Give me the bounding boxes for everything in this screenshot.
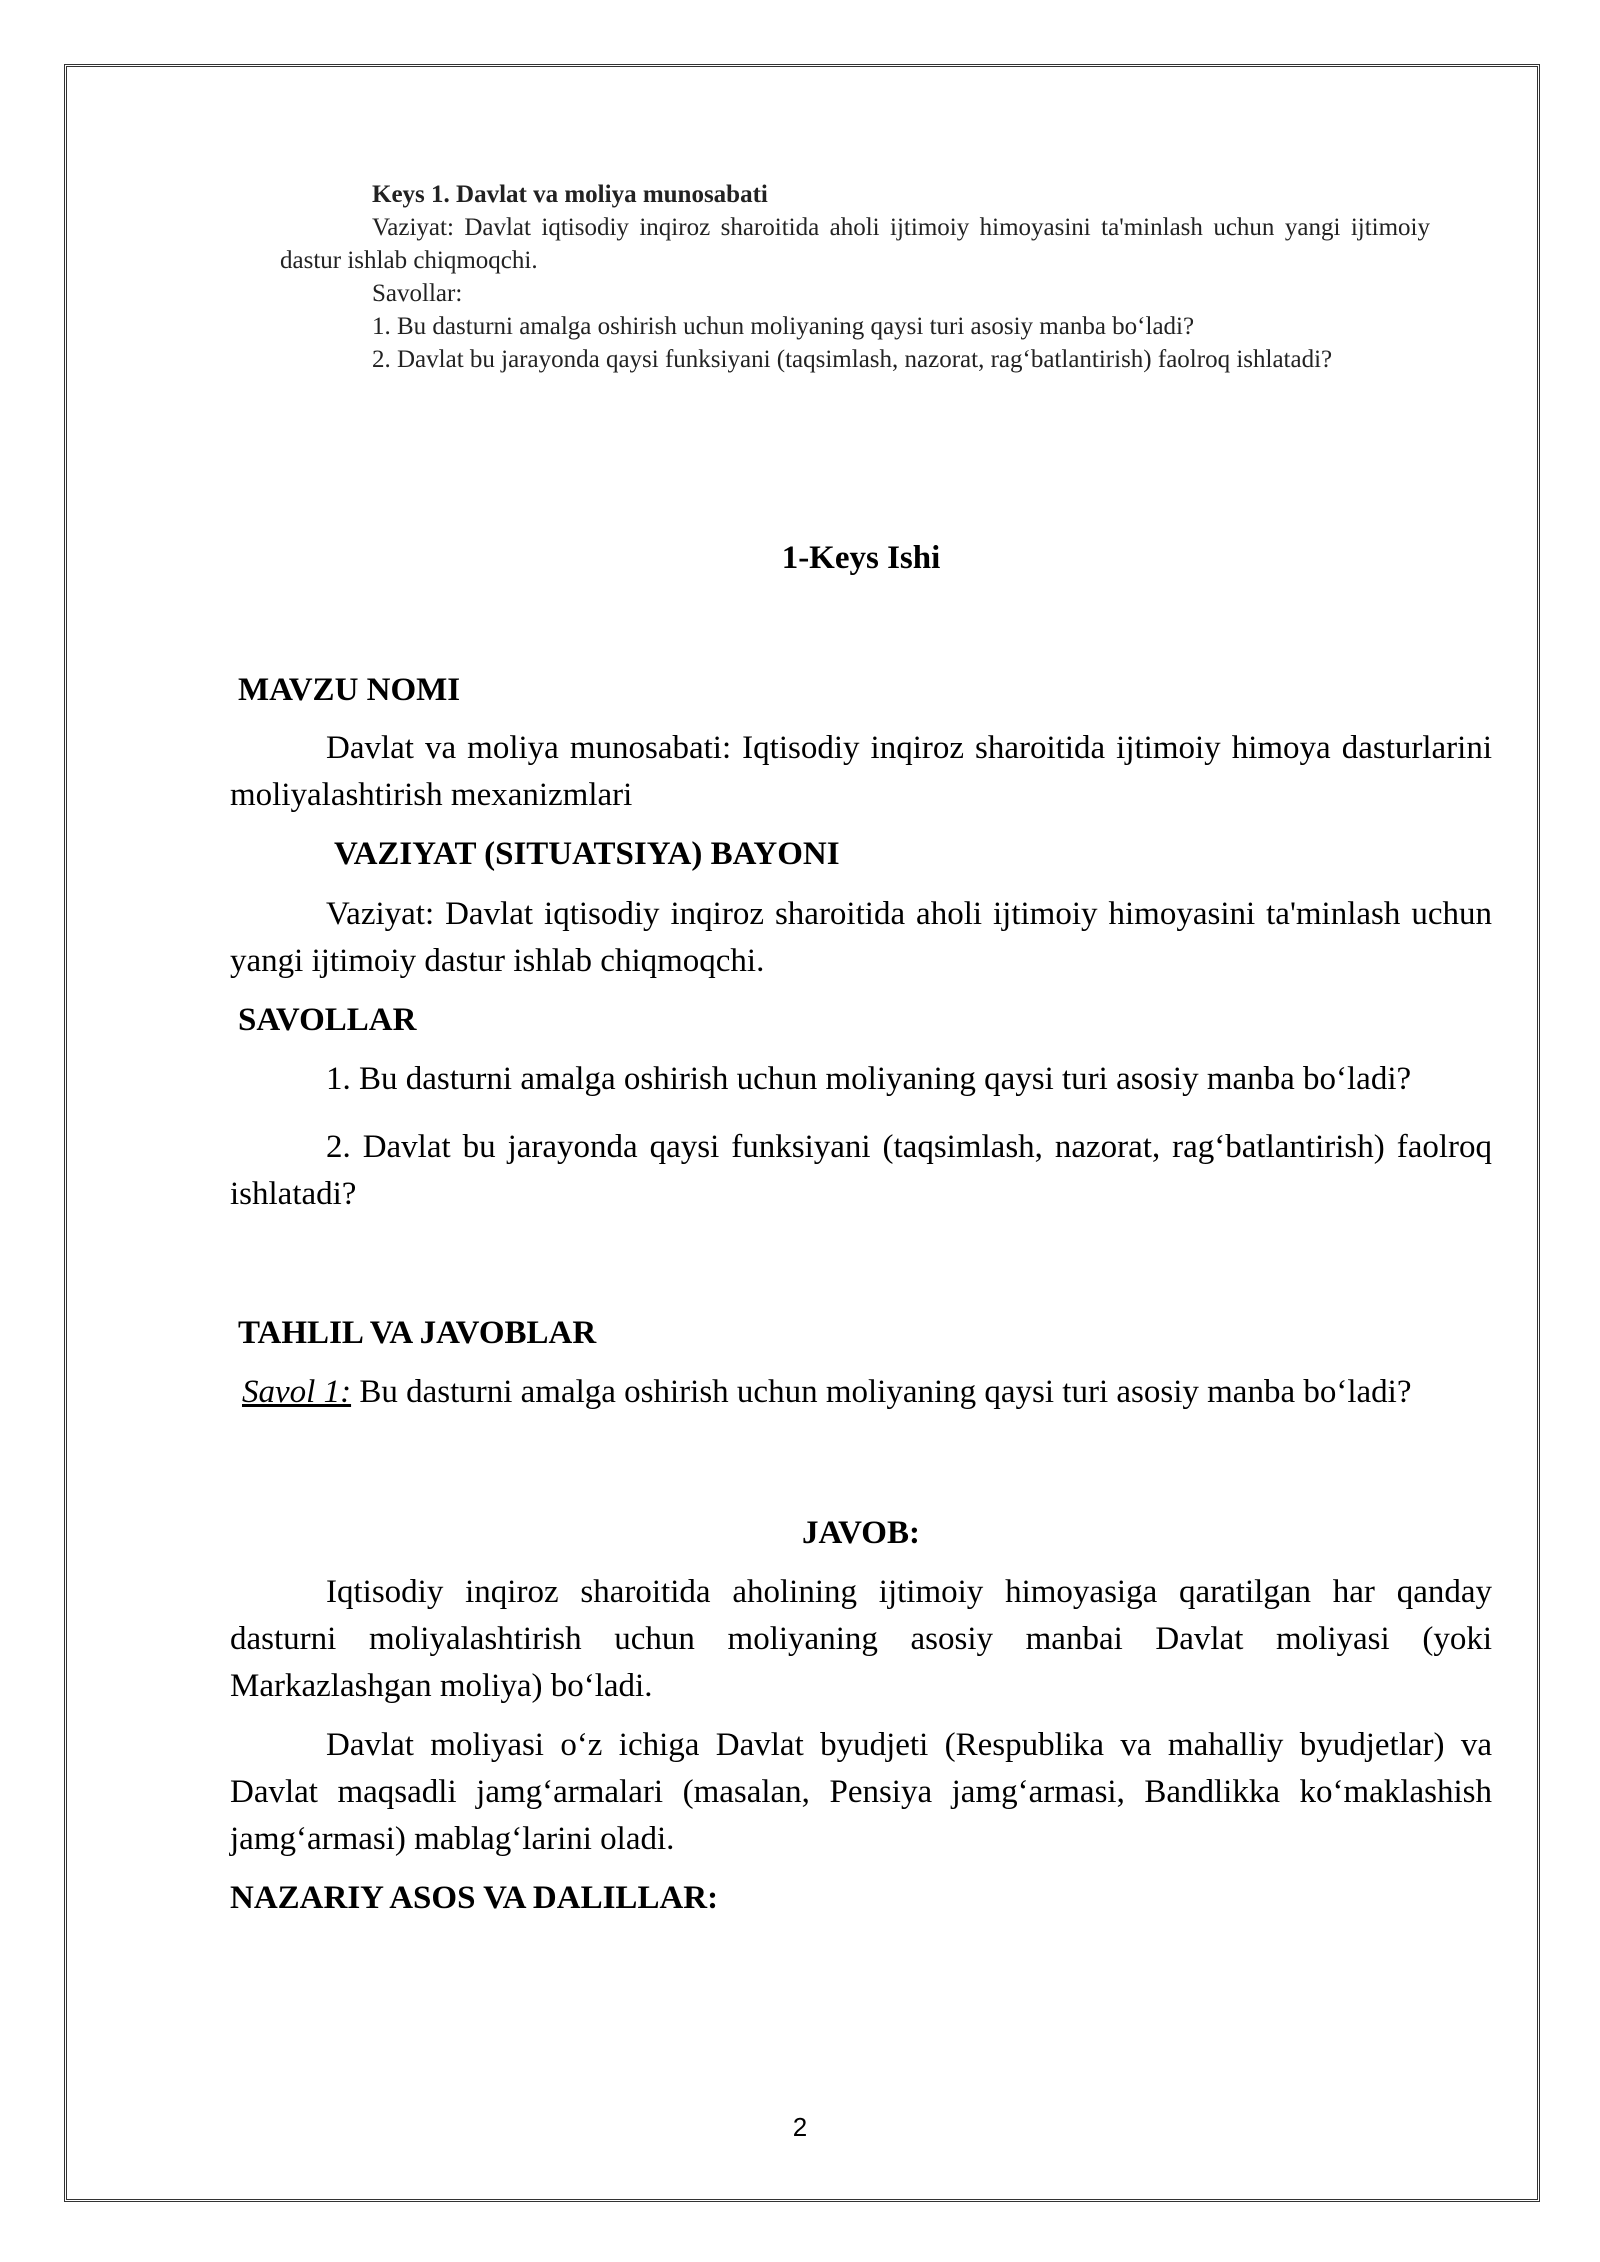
scan-title: Keys 1. Davlat va moliya munosabati xyxy=(372,181,768,208)
theory-heading: NAZARIY ASOS VA DALILLAR: xyxy=(230,1880,719,1916)
analysis-heading: TAHLIL VA JAVOBLAR xyxy=(238,1315,597,1351)
page-number: 2 xyxy=(792,2112,808,2142)
scanned-case-excerpt xyxy=(280,178,1430,376)
scan-questions-label: Savollar: xyxy=(372,280,463,307)
savol-text: Bu dasturni amalga oshirish uchun moliyaning qaysi turi asosiy manba bo‘ladi? xyxy=(359,1374,1412,1410)
answer-paragraph-2: Davlat moliyasi o‘z ichiga Davlat byudjeti (Respublika va mahalliy byudjetlar) va Davlat maqsadli jamg‘armalari (masalan, Pensiya jamg‘armasi, Bandlikka ko‘maklashish jamg‘armasi) mablag‘larini oladi. xyxy=(230,1727,1492,1857)
scan-situation: Vaziyat: Davlat iqtisodiy inqiroz sharoitida aholi ijtimoiy himoyasini ta'minlash uchun yangi ijtimoiy dastur ishlab chiqmoqchi. xyxy=(280,214,1430,274)
answer-heading: JAVOB: xyxy=(802,1515,920,1551)
savol-1 xyxy=(230,1369,1492,1416)
situation-heading: VAZIYAT (SITUATSIYA) BAYONI xyxy=(334,836,840,872)
scan-question-1: 1. Bu dasturni amalga oshirish uchun moliyaning qaysi turi asosiy manba bo‘ladi? xyxy=(372,313,1195,340)
question-1: 1. Bu dasturni amalga oshirish uchun moliyaning qaysi turi asosiy manba bo‘ladi? xyxy=(326,1061,1412,1097)
case-title: 1-Keys Ishi xyxy=(781,540,941,576)
situation-text: Vaziyat: Davlat iqtisodiy inqiroz sharoitida aholi ijtimoiy himoyasini ta'minlash uchun yangi ijtimoiy dastur ishlab chiqmoqchi. xyxy=(230,896,1492,979)
answer-paragraph-1: Iqtisodiy inqiroz sharoitida aholining ijtimoiy himoyasiga qaratilgan har qanday dasturni moliyalashtirish uchun moliyaning asosiy manbai Davlat moliyasi (yoki Markazlashgan moliya) bo‘ladi. xyxy=(230,1574,1492,1704)
topic-text: Davlat va moliya munosabati: Iqtisodiy inqiroz sharoitida ijtimoiy himoya dasturlarini moliyalashtirish mexanizmlari xyxy=(230,730,1492,813)
savol-label: Savol 1: xyxy=(242,1374,352,1410)
scan-question-2: 2. Davlat bu jarayonda qaysi funksiyani (taqsimlash, nazorat, rag‘batlantirish) faolroq ishlatadi? xyxy=(372,346,1333,373)
document-body xyxy=(230,535,1492,1922)
topic-heading: MAVZU NOMI xyxy=(238,672,461,708)
question-2: 2. Davlat bu jarayonda qaysi funksiyani (taqsimlash, nazorat, rag‘batlantirish) faolroq ishlatadi? xyxy=(230,1129,1492,1212)
questions-heading: SAVOLLAR xyxy=(238,1002,417,1038)
